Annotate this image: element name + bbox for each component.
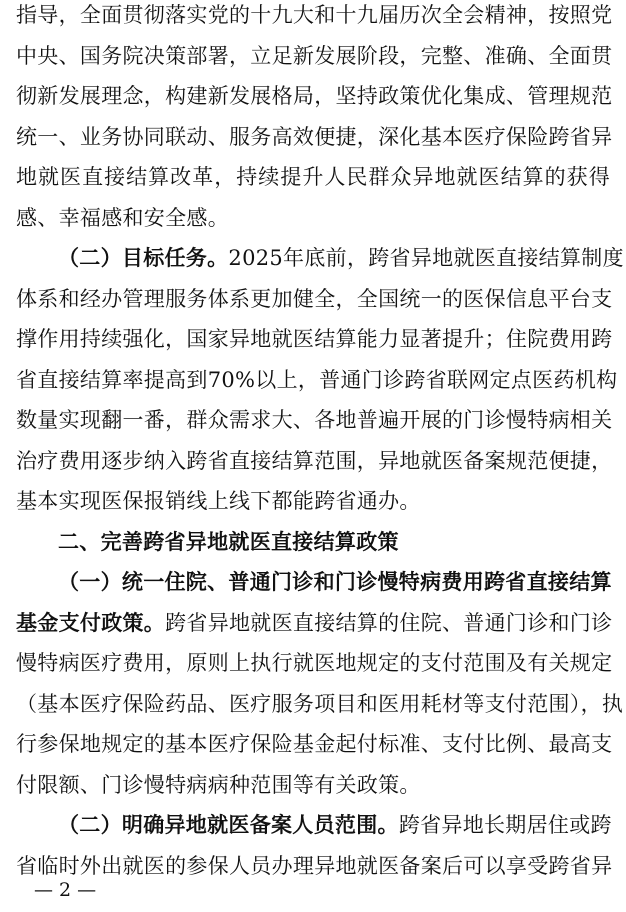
body-line: 地就医直接结算改革，持续提升人民群众异地就医结算的获得 [16, 165, 610, 189]
body-line: 彻新发展理念，构建新发展格局，坚持政策优化集成、管理规范 [16, 84, 613, 108]
body-line: 省直接结算率提高到70%以上，普通门诊跨省联网定点医药机构 [16, 367, 618, 392]
goal-label: （二）目标任务。 [58, 245, 229, 270]
scope-label: （二）明确异地就医备案人员范围。 [58, 812, 399, 837]
body-line: 基本实现医保报销线上线下都能跨省通办。 [16, 489, 421, 513]
body-line: 治疗费用逐步纳入跨省直接结算范围，异地就医备案规范便捷， [16, 448, 613, 473]
unify-label-cont: 基金支付政策。 [16, 609, 166, 635]
body-line: 慢特病医疗费用，原则上执行就医地规定的支付范围及有关规定 [16, 651, 613, 675]
goal-paragraph-first-line [58, 245, 624, 271]
unify-second-line [16, 609, 613, 636]
body-line: 数量实现翻一番，群众需求大、各地普遍开展的门诊慢特病相关 [16, 408, 613, 432]
body-line: 体系和经办管理服务体系更加健全，全国统一的医保信息平台支 [16, 286, 613, 311]
body-line: 统一、业务协同联动、服务高效便捷，深化基本医疗保险跨省异 [16, 124, 613, 149]
body-line: 撑作用持续强化，国家异地就医结算能力显著提升；住院费用跨 [16, 327, 613, 351]
body-line: 指导，全面贯彻落实党的十九大和十九届历次全会精神，按照党 [16, 3, 613, 27]
body-line: 中央、国务院决策部署，立足新发展阶段，完整、准确、全面贯 [16, 43, 613, 68]
goal-first-line-text: 2025年底前，跨省异地就医直接结算制度 [228, 246, 624, 270]
body-line: 行参保地规定的基本医疗保险基金起付标准、支付比例、最高支 [16, 732, 613, 756]
body-line: （基本医疗保险药品、医疗服务项目和医用耗材等支付范围），执 [16, 691, 624, 716]
body-line: 省临时外出就医的参保人员办理异地就医备案后可以享受跨省异 [16, 853, 613, 878]
page-number: — 2 — [34, 879, 97, 901]
section-heading: 二、完善跨省异地就医直接结算政策 [58, 529, 399, 554]
scope-paragraph-first-line [58, 812, 610, 838]
unify-second-line-text: 跨省异地就医直接结算的住院、普通门诊和门诊 [165, 610, 613, 635]
unify-label-line: （一）统一住院、普通门诊和门诊慢特病费用跨省直接结算 [58, 569, 612, 594]
body-line: 感、幸福感和安全感。 [16, 205, 229, 230]
body-line: 付限额、门诊慢特病病种范围等有关政策。 [16, 772, 421, 797]
scope-first-line-text: 跨省异地长期居住或跨 [398, 813, 612, 837]
